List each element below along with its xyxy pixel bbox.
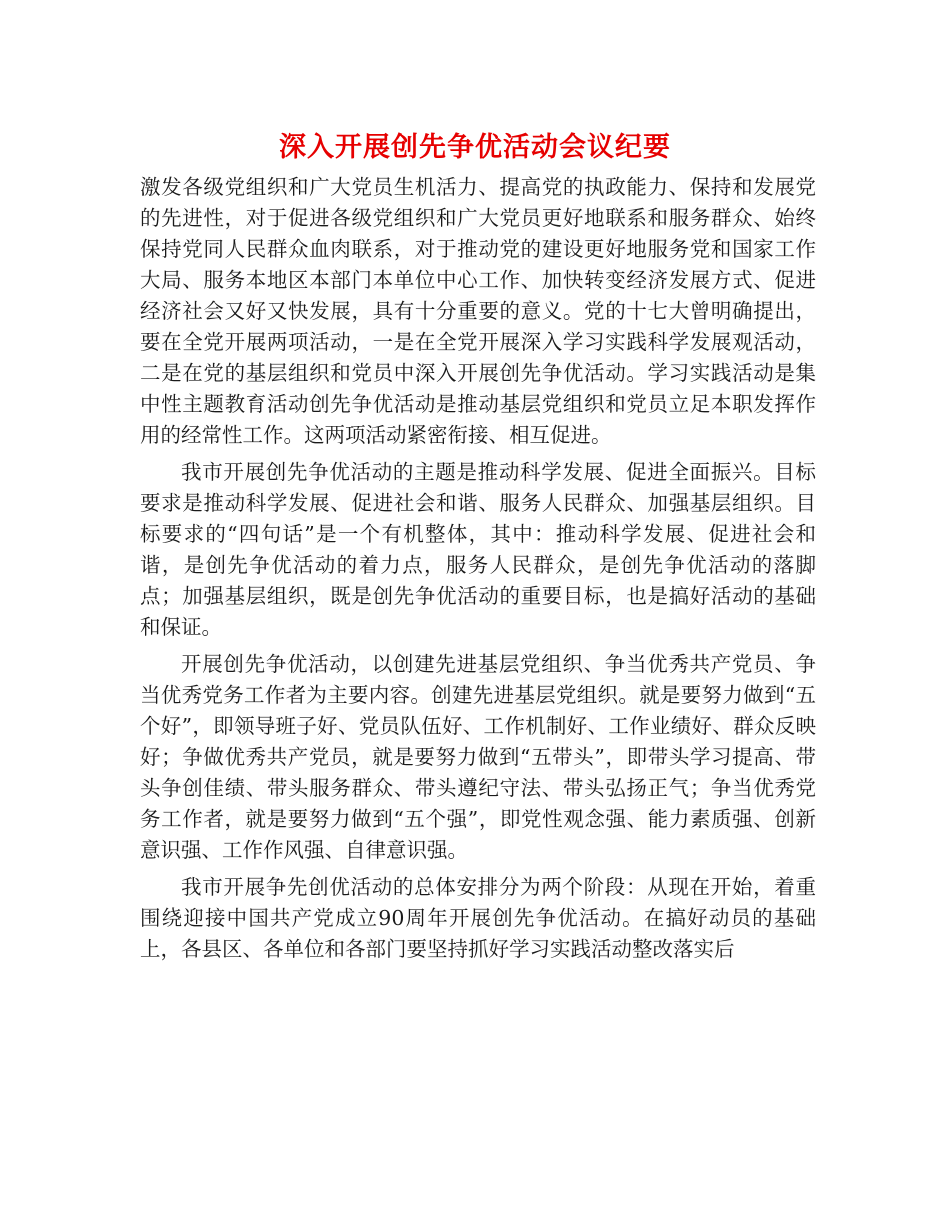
document-body: [140, 172, 816, 971]
paragraph-2: 我市开展创先争优活动的主题是推动科学发展、促进全面振兴。目标要求是推动科学发展、促进社会和谐、服务人民群众、加强基层组织。目标要求的“四句话”是一个有机整体，其中：推动科学发展、促进社会和谐，是创先争优活动的着力点，服务人民群众，是创先争优活动的落脚点；加强基层组织，既是创先争优活动的重要目标，也是搞好活动的基础和保证。: [140, 460, 816, 639]
paragraph-1: 激发各级党组织和广大党员生机活力、提高党的执政能力、保持和发展党的先进性，对于促进各级党组织和广大党员更好地联系和服务群众、始终保持党同人民群众血肉联系，对于推动党的建设更好地服务党和国家工作大局、服务本地区本部门本单位中心工作、加快转变经济发展方式、促进经济社会又好又快发展，具有十分重要的意义。党的十七大曾明确提出，要在全党开展两项活动，一是在全党开展深入学习实践科学发展观活动，二是在党的基层组织和党员中深入开展创先争优活动。学习实践活动是集中性主题教育活动创先争优活动是推动基层党组织和党员立足本职发挥作用的经常性工作。这两项活动紧密衔接、相互促进。: [140, 175, 816, 447]
paragraph-3: 开展创先争优活动，以创建先进基层党组织、争当优秀共产党员、争当优秀党务工作者为主要内容。创建先进基层党组织。就是要努力做到“五个好”，即领导班子好、党员队伍好、工作机制好、工作业绩好、群众反映好；争做优秀共产党员，就是要努力做到“五带头”，即带头学习提高、带头争创佳绩、带头服务群众、带头遵纪守法、带头弘扬正气；争当优秀党务工作者，就是要努力做到“五个强”，即党性观念强、能力素质强、创新意识强、工作作风强、自律意识强。: [140, 652, 816, 862]
paragraph-4: 我市开展争先创优活动的总体安排分为两个阶段：从现在开始，着重围绕迎接中国共产党成立90周年开展创先争优活动。在搞好动员的基础上，各县区、各单位和各部门要坚持抓好学习实践活动整改落实后: [140, 875, 816, 961]
document-title: 深入开展创先争优活动会议纪要: [279, 132, 671, 163]
